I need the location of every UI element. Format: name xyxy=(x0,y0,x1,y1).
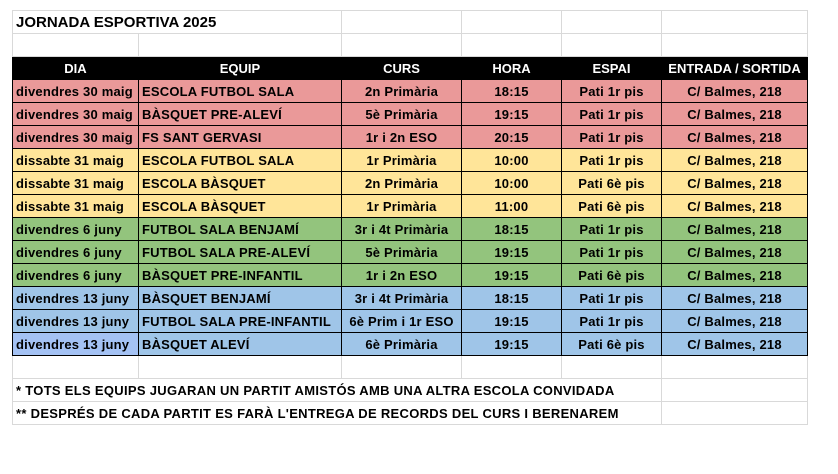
cell-equip[interactable]: FUTBOL SALA PRE-INFANTIL xyxy=(139,310,342,333)
empty-cell[interactable] xyxy=(662,402,808,425)
cell-hora[interactable]: 20:15 xyxy=(462,126,562,149)
cell-dia[interactable]: divendres 30 maig xyxy=(13,103,139,126)
cell-entrada[interactable]: C/ Balmes, 218 xyxy=(662,149,808,172)
cell-equip[interactable]: BÀSQUET ALEVÍ xyxy=(139,333,342,356)
cell-equip[interactable]: FUTBOL SALA PRE-ALEVÍ xyxy=(139,241,342,264)
cell-curs[interactable]: 1r Primària xyxy=(342,195,462,218)
empty-cell[interactable] xyxy=(662,11,808,34)
cell-entrada[interactable]: C/ Balmes, 218 xyxy=(662,103,808,126)
cell-entrada[interactable]: C/ Balmes, 218 xyxy=(662,310,808,333)
cell-dia[interactable]: divendres 6 juny xyxy=(13,218,139,241)
cell-dia[interactable]: divendres 6 juny xyxy=(13,241,139,264)
cell-hora[interactable]: 19:15 xyxy=(462,310,562,333)
cell-dia[interactable]: divendres 13 juny xyxy=(13,287,139,310)
empty-cell[interactable] xyxy=(139,356,342,379)
table-row xyxy=(13,149,808,172)
cell-equip[interactable]: ESCOLA FUTBOL SALA xyxy=(139,80,342,103)
empty-cell[interactable] xyxy=(342,356,462,379)
empty-cell[interactable] xyxy=(662,34,808,57)
cell-entrada[interactable]: C/ Balmes, 218 xyxy=(662,195,808,218)
sheet-title[interactable]: JORNADA ESPORTIVA 2025 xyxy=(13,11,342,34)
header-hora[interactable]: HORA xyxy=(462,57,562,80)
cell-espai[interactable]: Pati 1r pis xyxy=(562,80,662,103)
header-equip[interactable]: EQUIP xyxy=(139,57,342,80)
cell-entrada[interactable]: C/ Balmes, 218 xyxy=(662,241,808,264)
cell-equip[interactable]: BÀSQUET PRE-ALEVÍ xyxy=(139,103,342,126)
cell-curs[interactable]: 2n Primària xyxy=(342,172,462,195)
cell-hora[interactable]: 10:00 xyxy=(462,172,562,195)
cell-dia[interactable]: divendres 13 juny xyxy=(13,310,139,333)
table-row xyxy=(13,80,808,103)
cell-hora[interactable]: 10:00 xyxy=(462,149,562,172)
cell-espai[interactable]: Pati 6è pis xyxy=(562,195,662,218)
cell-dia[interactable]: dissabte 31 maig xyxy=(13,195,139,218)
cell-dia[interactable]: divendres 13 juny xyxy=(13,333,139,356)
table-row xyxy=(13,264,808,287)
cell-espai[interactable]: Pati 1r pis xyxy=(562,287,662,310)
cell-curs[interactable]: 2n Primària xyxy=(342,80,462,103)
cell-espai[interactable]: Pati 6è pis xyxy=(562,333,662,356)
empty-cell[interactable] xyxy=(13,34,139,57)
cell-espai[interactable]: Pati 1r pis xyxy=(562,103,662,126)
cell-dia[interactable]: divendres 30 maig xyxy=(13,126,139,149)
empty-cell[interactable] xyxy=(462,34,562,57)
cell-curs[interactable]: 1r Primària xyxy=(342,149,462,172)
cell-equip[interactable]: ESCOLA FUTBOL SALA xyxy=(139,149,342,172)
table-row xyxy=(13,310,808,333)
footnote-text[interactable]: * TOTS ELS EQUIPS JUGARAN UN PARTIT AMISTÓS AMB UNA ALTRA ESCOLA CONVIDADA xyxy=(13,379,662,402)
cell-equip[interactable]: BÀSQUET PRE-INFANTIL xyxy=(139,264,342,287)
table-row xyxy=(13,103,808,126)
cell-curs[interactable]: 5è Primària xyxy=(342,241,462,264)
cell-dia[interactable]: divendres 6 juny xyxy=(13,264,139,287)
cell-curs[interactable]: 3r i 4t Primària xyxy=(342,218,462,241)
cell-equip[interactable]: FUTBOL SALA BENJAMÍ xyxy=(139,218,342,241)
cell-entrada[interactable]: C/ Balmes, 218 xyxy=(662,333,808,356)
cell-hora[interactable]: 18:15 xyxy=(462,80,562,103)
cell-equip[interactable]: ESCOLA BÀSQUET xyxy=(139,172,342,195)
cell-entrada[interactable]: C/ Balmes, 218 xyxy=(662,80,808,103)
cell-espai[interactable]: Pati 6è pis xyxy=(562,172,662,195)
cell-equip[interactable]: BÀSQUET BENJAMÍ xyxy=(139,287,342,310)
empty-cell[interactable] xyxy=(342,34,462,57)
cell-entrada[interactable]: C/ Balmes, 218 xyxy=(662,218,808,241)
cell-dia[interactable]: dissabte 31 maig xyxy=(13,149,139,172)
empty-cell[interactable] xyxy=(139,34,342,57)
cell-espai[interactable]: Pati 1r pis xyxy=(562,218,662,241)
table-row xyxy=(13,172,808,195)
cell-hora[interactable]: 19:15 xyxy=(462,333,562,356)
cell-equip[interactable]: FS SANT GERVASI xyxy=(139,126,342,149)
table-row xyxy=(13,287,808,310)
table-row xyxy=(13,241,808,264)
note-row xyxy=(13,379,808,402)
cell-espai[interactable]: Pati 1r pis xyxy=(562,310,662,333)
cell-espai[interactable]: Pati 1r pis xyxy=(562,149,662,172)
cell-hora[interactable]: 18:15 xyxy=(462,287,562,310)
table-row xyxy=(13,126,808,149)
cell-espai[interactable]: Pati 1r pis xyxy=(562,241,662,264)
empty-cell[interactable] xyxy=(562,34,662,57)
cell-espai[interactable]: Pati 6è pis xyxy=(562,264,662,287)
cell-equip[interactable]: ESCOLA BÀSQUET xyxy=(139,195,342,218)
header-entrada[interactable]: ENTRADA / SORTIDA xyxy=(662,57,808,80)
cell-curs[interactable]: 1r i 2n ESO xyxy=(342,126,462,149)
header-espai[interactable]: ESPAI xyxy=(562,57,662,80)
cell-hora[interactable]: 11:00 xyxy=(462,195,562,218)
cell-espai[interactable]: Pati 1r pis xyxy=(562,126,662,149)
cell-curs[interactable]: 3r i 4t Primària xyxy=(342,287,462,310)
cell-curs[interactable]: 1r i 2n ESO xyxy=(342,264,462,287)
cell-curs[interactable]: 6è Prim i 1r ESO xyxy=(342,310,462,333)
empty-cell[interactable] xyxy=(562,11,662,34)
table-row xyxy=(13,195,808,218)
footnote-text[interactable]: ** DESPRÉS DE CADA PARTIT ES FARÀ L'ENTREGA DE RECORDS DEL CURS I BERENAREM xyxy=(13,402,662,425)
cell-hora[interactable]: 19:15 xyxy=(462,103,562,126)
cell-curs[interactable]: 5è Primària xyxy=(342,103,462,126)
empty-cell[interactable] xyxy=(13,356,139,379)
empty-cell[interactable] xyxy=(562,356,662,379)
table-row xyxy=(13,333,808,356)
empty-cell[interactable] xyxy=(462,11,562,34)
cell-entrada[interactable]: C/ Balmes, 218 xyxy=(662,126,808,149)
cell-hora[interactable]: 19:15 xyxy=(462,264,562,287)
cell-dia[interactable]: divendres 30 maig xyxy=(13,80,139,103)
spacer-row xyxy=(13,356,808,379)
cell-entrada[interactable]: C/ Balmes, 218 xyxy=(662,172,808,195)
cell-hora[interactable]: 19:15 xyxy=(462,241,562,264)
cell-entrada[interactable]: C/ Balmes, 218 xyxy=(662,287,808,310)
header-row xyxy=(13,57,808,80)
spacer-row xyxy=(13,34,808,57)
header-curs[interactable]: CURS xyxy=(342,57,462,80)
empty-cell[interactable] xyxy=(462,356,562,379)
title-row xyxy=(13,11,808,34)
empty-cell[interactable] xyxy=(662,356,808,379)
empty-cell[interactable] xyxy=(342,11,462,34)
header-dia[interactable]: DIA xyxy=(13,57,139,80)
table-row xyxy=(13,218,808,241)
schedule-sheet xyxy=(12,10,808,425)
cell-hora[interactable]: 18:15 xyxy=(462,218,562,241)
cell-entrada[interactable]: C/ Balmes, 218 xyxy=(662,264,808,287)
cell-dia[interactable]: dissabte 31 maig xyxy=(13,172,139,195)
empty-cell[interactable] xyxy=(662,379,808,402)
cell-curs[interactable]: 6è Primària xyxy=(342,333,462,356)
note-row xyxy=(13,402,808,425)
